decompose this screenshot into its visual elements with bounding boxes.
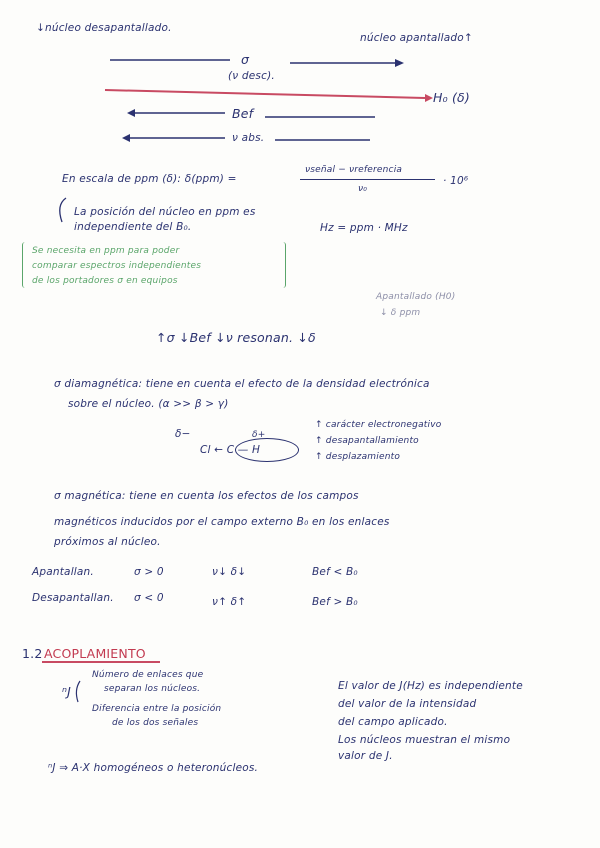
delta-minus: δ−: [175, 428, 191, 440]
nu-abs-label: ν abs.: [232, 132, 265, 144]
sigma-label: σ: [241, 52, 250, 67]
right-note-2: del valor de la intensidad: [338, 698, 477, 710]
right-note-4: Los núcleos muestran el mismo: [338, 734, 511, 746]
top-right-label: núcleo apantallado↑: [360, 32, 473, 44]
diamagnetic-line-2: sobre el núcleo. (α >> β > γ): [68, 398, 229, 410]
magnetic-line-2: magnéticos inducidos por el campo externo B₀ en los enlaces: [54, 516, 390, 528]
grey-note-line-1: Apantallado (H0): [376, 292, 456, 302]
magnetic-line-3: próximos al núcleo.: [54, 536, 161, 548]
bef-label: Bef: [232, 106, 254, 121]
apant-row-label: Apantallan.: [32, 566, 94, 578]
j-desc-4: de los dos señales: [112, 718, 199, 728]
nu-desc-label: (ν desc).: [228, 70, 275, 82]
formula-denominator: ν₀: [358, 184, 368, 194]
desapant-row-nu: ν↑ δ↑: [212, 596, 247, 608]
j-symbol: ⁿJ: [62, 684, 72, 699]
apant-row-b: Bef < B₀: [312, 566, 358, 578]
arrows-summary: ↑σ ↓Bef ↓ν resonan. ↓δ: [156, 330, 316, 345]
right-note-3: del campo aplicado.: [338, 716, 448, 728]
green-note-line-3: de los portadores σ en equipos: [32, 276, 178, 286]
right-note-1: El valor de J(Hz) es independiente: [338, 680, 523, 692]
formula-factor: · 10⁶: [443, 175, 469, 187]
grey-note-line-2: ↓ δ ppm: [380, 308, 421, 318]
magnetic-line-1: σ magnética: tiene en cuenta los efectos de los campos: [54, 490, 359, 502]
bottom-line: ⁿJ ⇒ A·X homogéneos o heteronúcleos.: [48, 762, 259, 774]
apant-row-nu: ν↓ δ↓: [212, 566, 247, 578]
delta-plus: δ+: [252, 430, 266, 440]
desapant-row-label: Desapantallan.: [32, 592, 114, 604]
h-label: H₀ (δ): [433, 90, 470, 105]
section-number: 1.2: [22, 646, 43, 661]
hz-label: Hz = ppm · MHz: [320, 222, 408, 234]
green-note-line-2: comparar espectros independientes: [32, 261, 202, 271]
j-desc-1: Número de enlaces que: [92, 670, 204, 680]
formula-left: En escala de ppm (δ): δ(ppm) =: [62, 173, 237, 185]
note-bracket-text: La posición del núcleo en ppm es independiente del B₀.: [74, 206, 256, 233]
formula-numerator: νseñal − νreferencia: [305, 165, 403, 175]
property-2: ↑ desapantallamiento: [315, 436, 419, 446]
apant-row-cond: σ > 0: [134, 566, 164, 578]
property-3: ↑ desplazamiento: [315, 452, 401, 462]
property-1: ↑ carácter electronegativo: [315, 420, 442, 430]
j-desc-2: separan los núcleos.: [104, 684, 201, 694]
molecule: Cl ← C — H: [200, 444, 261, 456]
diamagnetic-line-1: σ diamagnética: tiene en cuenta el efecto de la densidad electrónica: [54, 378, 430, 390]
right-note-5: valor de J.: [338, 750, 393, 762]
desapant-row-cond: σ < 0: [134, 592, 164, 604]
top-left-label: ↓núcleo desapantallado.: [36, 22, 172, 34]
green-note-line-1: Se necesita en ppm para poder: [32, 246, 180, 256]
j-desc-3: Diferencia entre la posición: [92, 704, 222, 714]
desapant-row-b: Bef > B₀: [312, 596, 358, 608]
section-title: ACOPLAMIENTO: [44, 646, 146, 661]
